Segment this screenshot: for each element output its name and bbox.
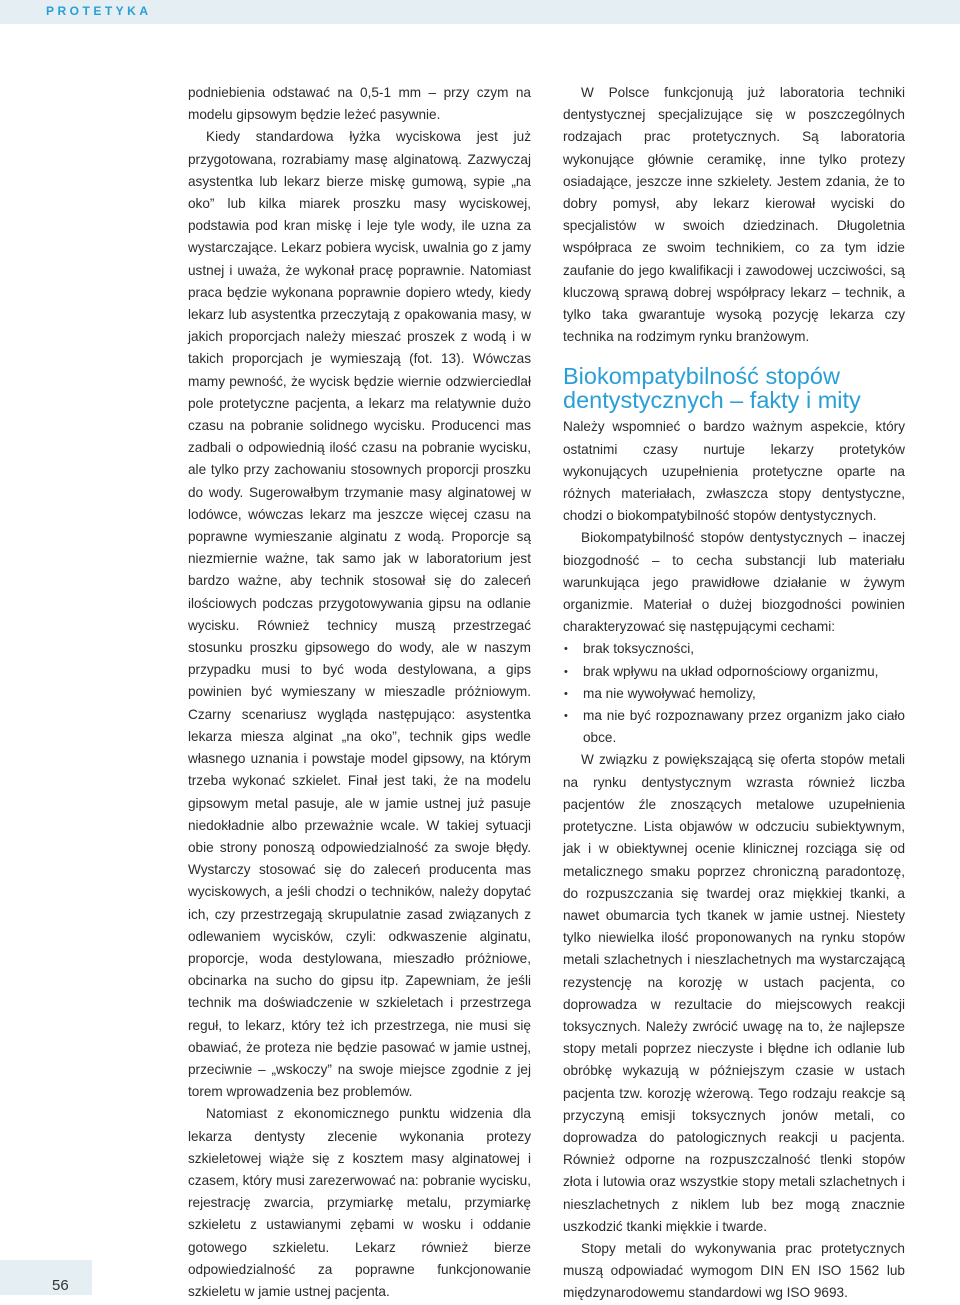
features-list bbox=[563, 638, 905, 749]
right-paragraph-3: W związku z powiększającą się oferta stopów metali na rynku dentystycznym wzrasta również liczba pacjentów źle znoszących metalowe uzupełnienia protetyczne. Lista objawów w odczuciu subiektywnym, jak i w obiektywnej ocenie klinicznej rozciąga się od metalicznego smaku poprzez chroniczną paradontozę, do rozpuszczania się twardej oraz miękkiej tkanki, a nawet obumarcia tych tkanek w jamie ustnej. Niestety tylko niewielka ilość proponowanych na rynku stopów metali szlachetnych i nieszlachetnych ma wystarczającą rezystencję na korozję w ustach pacjenta, co doprowadza w rezultacie do miejscowych reakcji toksycznych. Należy zwrócić uwagę na to, że najlepsze stopy metali poprzez nieczyste i błędne ich odlanie lub obróbkę wykazują w późniejszym czasie w ustach pacjenta tzw. korozję wżerową. Tego rodzaju reakcje są przyczyną emisji toksycznych jonów metali, co doprowadza do patologicznych reakcji u pacjenta. Również odporne na rozpuszczalność tlenki stopów złota i lutowia oraz wszystkie stopy metali szlachetnych i nieszlachetnych z niklem lub bez mogą znacznie uszkodzić tkanki miękkie i twarde. bbox=[563, 752, 905, 1234]
left-paragraph-1: podniebienia odstawać na 0,5-1 mm – przy czym na modelu gipsowym będzie leżeć pasywnie. bbox=[188, 85, 531, 123]
section-heading-line-1: Biokompatybilność stopów bbox=[563, 363, 840, 390]
list-item-text: ma nie wywoływać hemolizy, bbox=[583, 685, 756, 701]
list-item-text: brak wpływu na układ odpornościowy organizmu, bbox=[583, 663, 879, 679]
bullet-icon: • bbox=[564, 643, 568, 656]
list-item bbox=[563, 638, 905, 660]
left-paragraph-2: Kiedy standardowa łyżka wyciskowa jest już przygotowana, rozrabiamy masę alginatową. Zazwyczaj asystentka lub lekarz bierze miskę gumową, sypie „na oko” lub kilka miarek proszku masy wyciskowej, podstawia pod kran miskę i leje tyle wody, ile uzna za wystarczające. Lekarz pobiera wycisk, uwalnia go z jamy ustnej i uważa, że wykonał pracę poprawnie. Natomiast praca będzie wykonana poprawnie dopiero wtedy, kiedy lekarz lub asystentka przeczytają z opakowania masy, w jakich proporcjach należy mieszać proszek z wodą i w takich proporcjach je wymieszają (fot. 13). Wówczas mamy pewność, że wycisk będzie wiernie odzwierciedlał pole protetyczne pacjenta, a lekarz ma relatywnie dużo czasu na pobranie solidnego wycisku. Producenci mas zadbali o odpowiednią ilość czasu na pobranie wycisku, ale tylko przy zachowaniu stosownych proporcji proszku do wody. Sugerowałbym trzymanie masy alginatowej w lodówce, wówczas lekarz ma jeszcze więcej czasu na poprawne wymieszanie alginatu z wodą. Proporcje są niezmiernie ważne, tak samo jak w laboratorium jest bardzo ważne, aby technik stosował się do zaleceń ilościowych podczas przygotowywania gipsu na odlanie wycisku. Również technicy muszą przestrzegać stosunku proszku gipsowego do wody, ale w naszym przypadku musi to być woda destylowana, a gips powinien być wymieszany w mieszadle próżniowym. Czarny scenariusz wygląda następująco: asystentka lekarza miesza alginat „na oko”, technik gips wedle własnego uznania i powstaje model gipsowy, na którym trzeba wykonać szkielet. Finał jest taki, że na modelu gipsowym metal pasuje, ale w jamie ustnej już pasuje niedokładnie albo przeważnie wcale. W takiej sytuacji obie strony ponoszą odpowiedzialność za swoje błędy. Wystarczy stosować się do zaleceń producenta mas wyciskowych, a jeśli chodzi o techników, należy dopytać ich, czy przestrzegają skrupulatnie zasad związanych z odlewaniem wycisków, czyli: odkwaszenie alginatu, proporcje, woda destylowana, mieszadło próżniowe, obcinarka na sucho do gipsu itp. Zapewniam, że jeśli technik ma doświadczenie w szkieletach i przestrzega reguł, to lekarz, który też ich przestrzega, nie musi się obawiać, że proteza nie będzie pasować w jamie ustnej, przeciwnie – „wskoczy” na swoje miejsce zgodnie z jej torem wprowadzenia bez problemów. bbox=[188, 129, 531, 1100]
bullet-icon: • bbox=[564, 665, 568, 678]
list-item bbox=[563, 705, 905, 749]
bullet-icon: • bbox=[564, 710, 568, 723]
section-heading-line-2: dentystycznych – fakty i mity bbox=[563, 387, 861, 414]
section-heading bbox=[563, 364, 905, 412]
right-column bbox=[563, 82, 905, 1305]
right-paragraph-4: Stopy metali do wykonywania prac protetycznych muszą odpowiadać wymogom DIN EN ISO 1562 lub międzynarodowemu standardowi wg ISO 9693. bbox=[563, 1240, 905, 1301]
left-paragraph-3: Natomiast z ekonomicznego punktu widzenia dla lekarza dentysty zlecenie wykonania protezy szkieletowej wiąże się z kosztem masy alginatowej i czasem, który musi zarezerwować na: pobranie wycisku, rejestrację zwarcia, przymiarkę metalu, przymiarkę szkieletu z ustawianymi zębami w wosku i oddanie gotowego szkieletu. Lekarz również bierze odpowiedzialność za poprawne funkcjonowanie szkieletu w jamie ustnej pacjenta. bbox=[188, 1106, 531, 1299]
list-item bbox=[563, 661, 905, 683]
list-item-text: brak toksyczności, bbox=[583, 641, 695, 657]
list-item bbox=[563, 683, 905, 705]
page-number-box bbox=[0, 1260, 92, 1295]
section-label: PROTETYKA bbox=[46, 4, 152, 18]
page-number: 56 bbox=[52, 1277, 69, 1294]
right-intro-paragraph: W Polsce funkcjonują już laboratoria techniki dentystycznej specjalizujące się w poszczególnych rodzajach prac protetycznych. Są laboratoria wykonujące głównie ceramikę, inne tylko protezy osiadające, jeszcze inne szkielety. Jestem zdania, że to dobry pomysł, aby lekarz kierował wyciski do specjalistów w swoich dziedzinach. Długoletnia współpraca ze swoim technikiem, co za tym idzie zaufanie do jego kwalifikacji i zawodowej uczciwości, są kluczową sprawą dobrej współpracy lekarz – technik, a tylko taka gwarantuje wysoką pozycję lekarza czy technika na rodzimym rynku branżowym. bbox=[563, 85, 905, 345]
right-paragraph-2: Biokompatybilność stopów dentystycznych – inaczej biozgodność – to cecha substancji lub materiału warunkująca jego prawidłowe działanie w żywym organizmie. Materiał o dużej biozgodności powinien charakteryzować się następującymi cechami: bbox=[563, 530, 905, 635]
right-paragraph-1: Należy wspomnieć o bardzo ważnym aspekcie, który ostatnimi czasy nurtuje lekarzy protetyków wykonujących uzupełnienia protetyczne oparte na różnych materiałach, zwłaszcza stopy dentystyczne, chodzi o biokompatybilność stopów dentystycznych. bbox=[563, 419, 905, 524]
list-item-text: ma nie być rozpoznawany przez organizm jako ciało obce. bbox=[583, 708, 905, 746]
left-column bbox=[188, 82, 531, 1303]
bullet-icon: • bbox=[564, 687, 568, 700]
